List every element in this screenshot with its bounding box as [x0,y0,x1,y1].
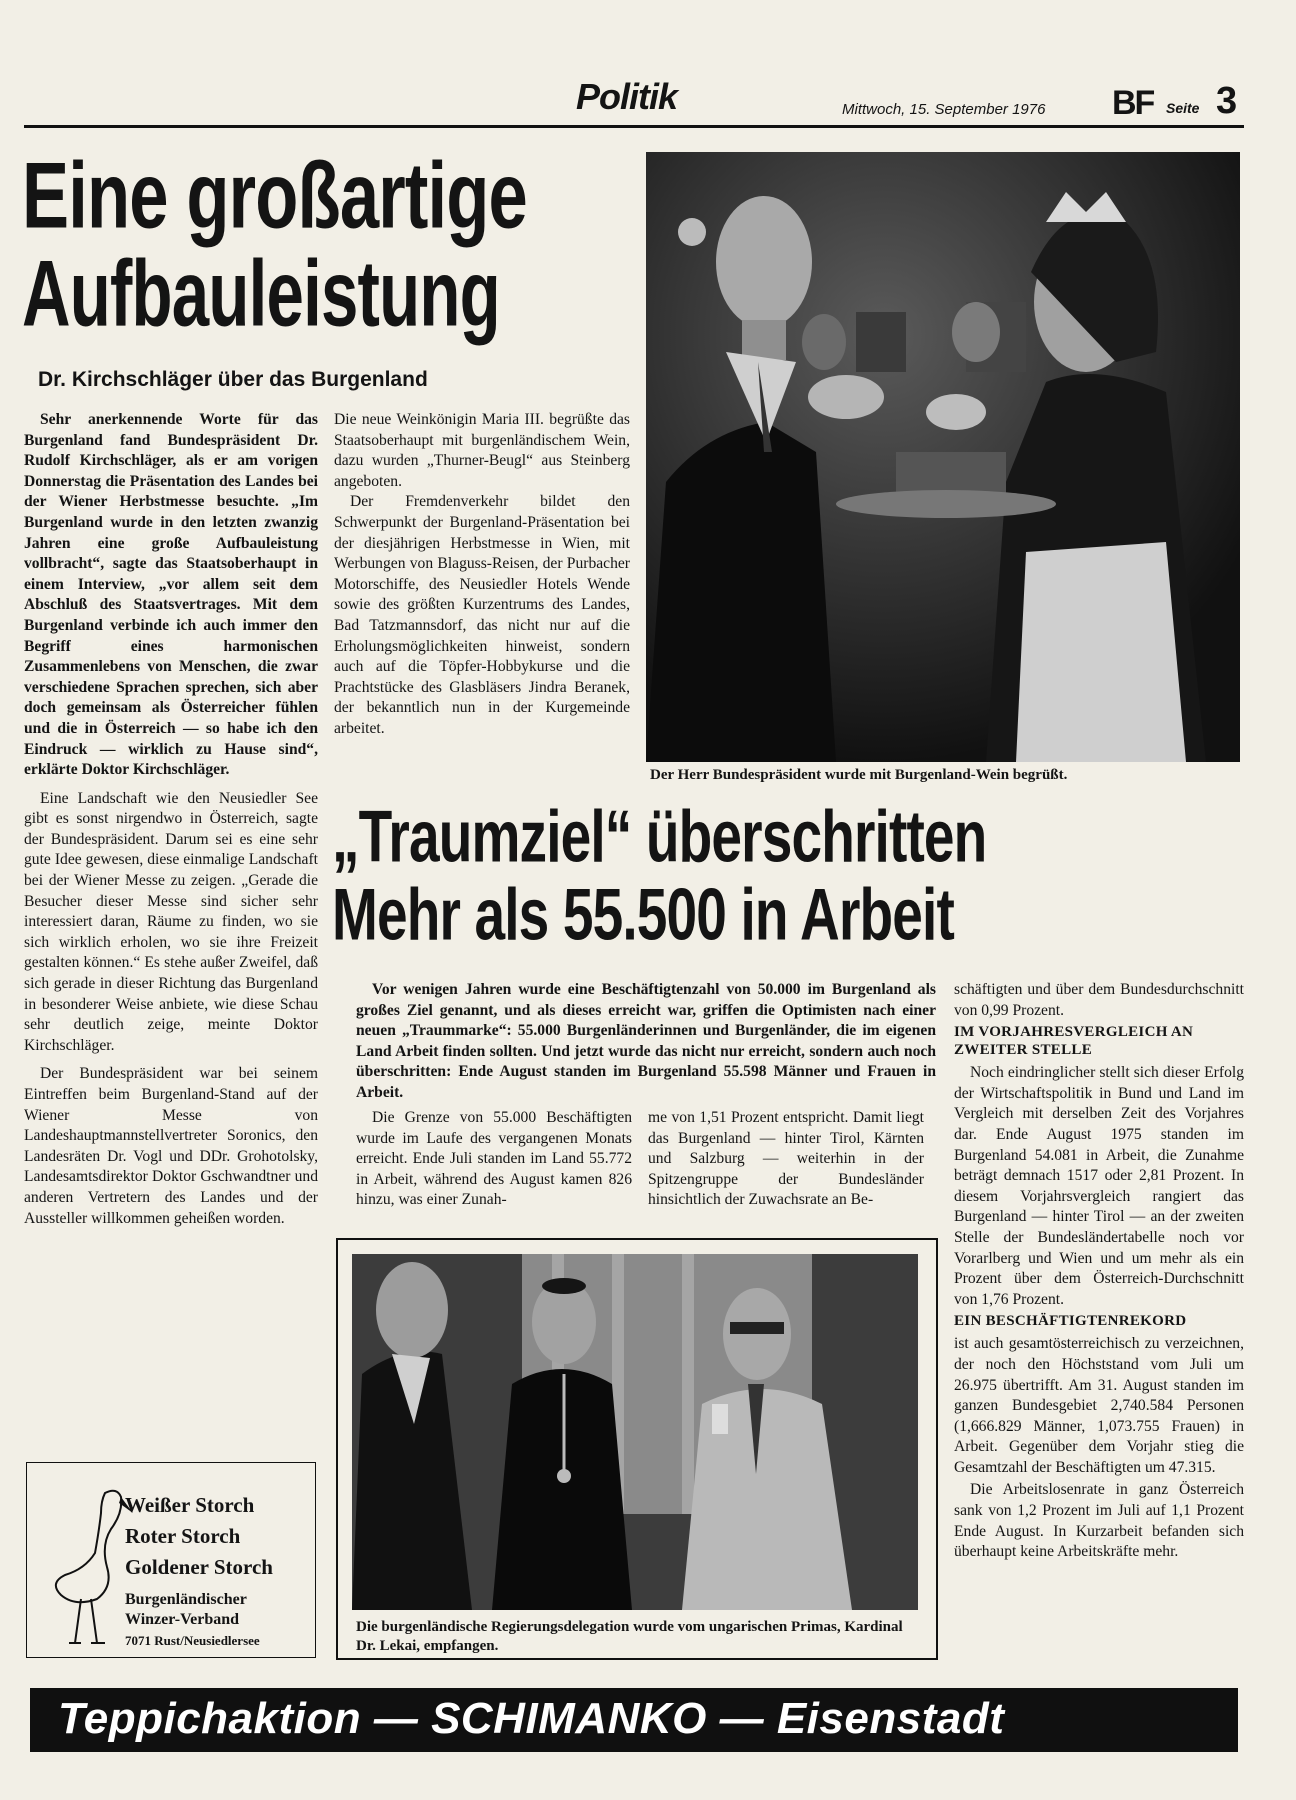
page-number: 3 [1216,80,1238,122]
article2-headline-line2: Mehr als 55.500 in Arbeit [332,873,954,956]
article1-headline-line1: Eine großartige [22,142,527,248]
article2-col-c-intro: schäftigten und über dem Bundesdurchschnitt von 0,99 Prozent. [954,981,1244,1019]
article2-col-c-paragraph1: Noch eindringlicher stellt sich dieser Erfolg der Wirtschaftspolitik in Bund und Land im Vergleich mit derselben Zeit des Vorjahres dar. Ende August 1975 standen im Burgenland 54.081 in Arbeit, die Zunahme beträgt demnach 1517 oder 2,81 Prozent. In diesem Vorjahrsvergleich rangiert das Burgenland — hinter Tirol — an der zweiten Stelle der Bundesländertabelle noch vor Vorarlberg und Wien und um mehr als ein Prozent über dem Österreich-Durchschnitt von 1,76 Prozent. [954,1064,1244,1308]
article1-column2 [334,410,630,748]
article1-column1 [24,410,318,1237]
section-title: Politik [576,76,678,117]
ad-line1: Weißer Storch [125,1493,255,1517]
article1-col2-paragraph1: Die neue Weinkönigin Maria III. begrüßte das Staatsoberhaupt mit burgenländischem Wein, dazu wurden „Thurner-Beugl“ aus Steinberg angeboten. [334,411,630,490]
photo-president-wine-queen [646,152,1240,762]
article2-col-c-paragraph3: Die Arbeitslosenrate in ganz Österreich sank von 1,2 Prozent im Juli auf 1,1 Prozent Ende August. In Kurzarbeit befanden sich überhaupt keine Arbeitskräfte mehr. [954,1481,1244,1561]
article1-lead: Sehr anerkennende Worte für das Burgenland fand Bundespräsident Dr. Rudolf Kirchschläger, als er am vorigen Donnerstag die Präsentation des Landes bei der Wiener Herbstmesse besuchte. „Im Burgenland wurde in den letzten zwanzig Jahren eine große Aufbauleistung vollbracht“, sagte das Staatsoberhaupt in einem Interview, „vor allem seit dem Abschluß des Staatsvertrages. Mit dem Burgenland verbinde ich auch immer den Begriff eines harmonischen Zusammenlebens von Menschen, die zwar verschiedene Sprachen sprechen, sich aber doch gemeinsam als Österreicher fühlen und die in Österreich — so habe ich den Eindruck — wirklich zu Hause sind“, erklärte Doktor Kirchschläger. [24,411,318,779]
ad-org-line1: Burgenländischer [125,1591,247,1608]
article1-subheadline: Dr. Kirchschläger über das Burgenland [38,368,428,391]
page-label: Seite [1166,100,1200,116]
ad-box [26,1462,316,1658]
article1-headline-line2: Aufbauleistung [22,240,500,346]
article1-col2-paragraph2: Der Fremdenverkehr bildet den Schwerpunkt der Burgenland-Präsentation bei der diesjährigen Herbstmesse in Wien, mit Werbungen von Blaguss-Reisen, der Purbacher Motorschiffe, des Neusiedler Hotels Wende sowie des größten Kurzentrums des Landes, Bad Tatzmannsdorf, das nicht nur auf die Erholungsmöglichkeiten hinweist, sondern auch auf die Töpfer-Hobbykurse und die Prachtstücke des Glasbläsers Jindra Beranek, der bekanntlich nun in der Kurgemeinde arbeitet. [334,493,630,737]
photo1-caption: Der Herr Bundespräsident wurde mit Burgenland-Wein begrüßt. [650,767,1068,783]
article2-column-a [356,1108,632,1219]
article2-lead-block [356,980,936,1112]
article2-col-a-text: Die Grenze von 55.000 Beschäftigten wurde im Laufe des vergangenen Monats erreicht. Ende Juli standen im Land 55.772 in Arbeit, während des August kamen 826 hinzu, was einer Zunah- [356,1109,632,1209]
article2-headline-line1: „Traumziel“ überschritten [332,795,987,878]
banner-text: Teppichaktion — SCHIMANKO — Eisenstadt [58,1694,1005,1743]
advertisement-banner [30,1688,1238,1752]
ad-line3: Goldener Storch [125,1555,273,1579]
ad-address: 7071 Rust/Neusiedlersee [125,1633,260,1648]
issue-date: Mittwoch, 15. September 1976 [842,101,1046,118]
photo-delegation-cardinal [352,1254,918,1610]
article2-column-c [954,980,1244,1571]
ad-line2: Roter Storch [125,1524,241,1548]
publication-logo: BF [1112,84,1154,122]
header-rule [24,125,1244,128]
article2-col-b-text: me von 1,51 Prozent entspricht. Damit liegt das Burgenland — hinter Tirol, Kärnten und Salzburg — weiterhin in der Spitzengruppe der Bundesländer hinsichtlich der Zuwachsrate an Be- [648,1109,924,1209]
stork-icon [35,1483,135,1653]
ad-org-line2: Winzer-Verband [125,1611,240,1628]
article1-paragraph3: Der Bundespräsident war bei seinem Eintreffen beim Burgenland-Stand auf der Wiener Messe von Landeshauptmannstellvertreter Soronics, den Landesräten Dr. Vogl und DDr. Grohotolsky, Landesamtsdirektor Doktor Gschwandtner und anderen Vertretern des Landes und der Aussteller willkommen geheißen worden. [24,1065,318,1227]
article2-subhead1: IM VORJAHRESVERGLEICH AN ZWEITER STELLE [954,1024,1194,1059]
photo2-caption: Die burgenländische Regierungsdelegation wurde vom ungarischen Primas, Kardinal Dr. Lekai, empfangen. [356,1619,903,1654]
article2-column-b [648,1108,924,1219]
article2-lead: Vor wenigen Jahren wurde eine Beschäftigtenzahl von 50.000 im Burgenland als großes Ziel genannt, und als dieses erreicht war, griffen die Optimisten nach einer neuen „Traummarke“: 55.000 Burgenländerinnen und Burgenländer, die im eigenen Land Arbeit finden sollten. Und jetzt wurde das nicht nur erreicht, sondern auch noch überschritten: Ende August standen im Burgenland 55.598 Männer und Frauen in Arbeit. [356,981,936,1101]
article1-paragraph2: Eine Landschaft wie den Neusiedler See gibt es sonst nirgendwo in Österreich, sagte der Bundespräsident. Darum sei es eine sehr gute Idee gewesen, diese einmalige Landschaft bei der Wiener Messe zu zeigen. „Gerade die Besucher dieser Messe sind sicher sehr interessiert daran, Räume zu finden, wo sie sich wirklich erholen, wo sie ihre Freizeit gestalten können.“ Es stehe außer Zweifel, daß sich gerade in dieser Richtung das Burgenland in besonderer Weise anbiete, wie diese Schau sehr deutlich zeige, meinte Doktor Kirchschläger. [24,789,318,1054]
article2-col-c-paragraph2: ist auch gesamtösterreichisch zu verzeichnen, der noch den Höchststand vom Juli um 26.975 übertrifft. Am 31. August standen im ganzen Bundesgebiet 2,740.584 Personen (1,666.829 Männer, 1,073.755 Frauen) in Arbeit. Gegenüber dem Vorjahr stieg die Gesamtzahl der Beschäftigten um 47.315. [954,1335,1244,1476]
article2-subhead2: EIN BESCHÄFTIGTENREKORD [954,1313,1187,1330]
